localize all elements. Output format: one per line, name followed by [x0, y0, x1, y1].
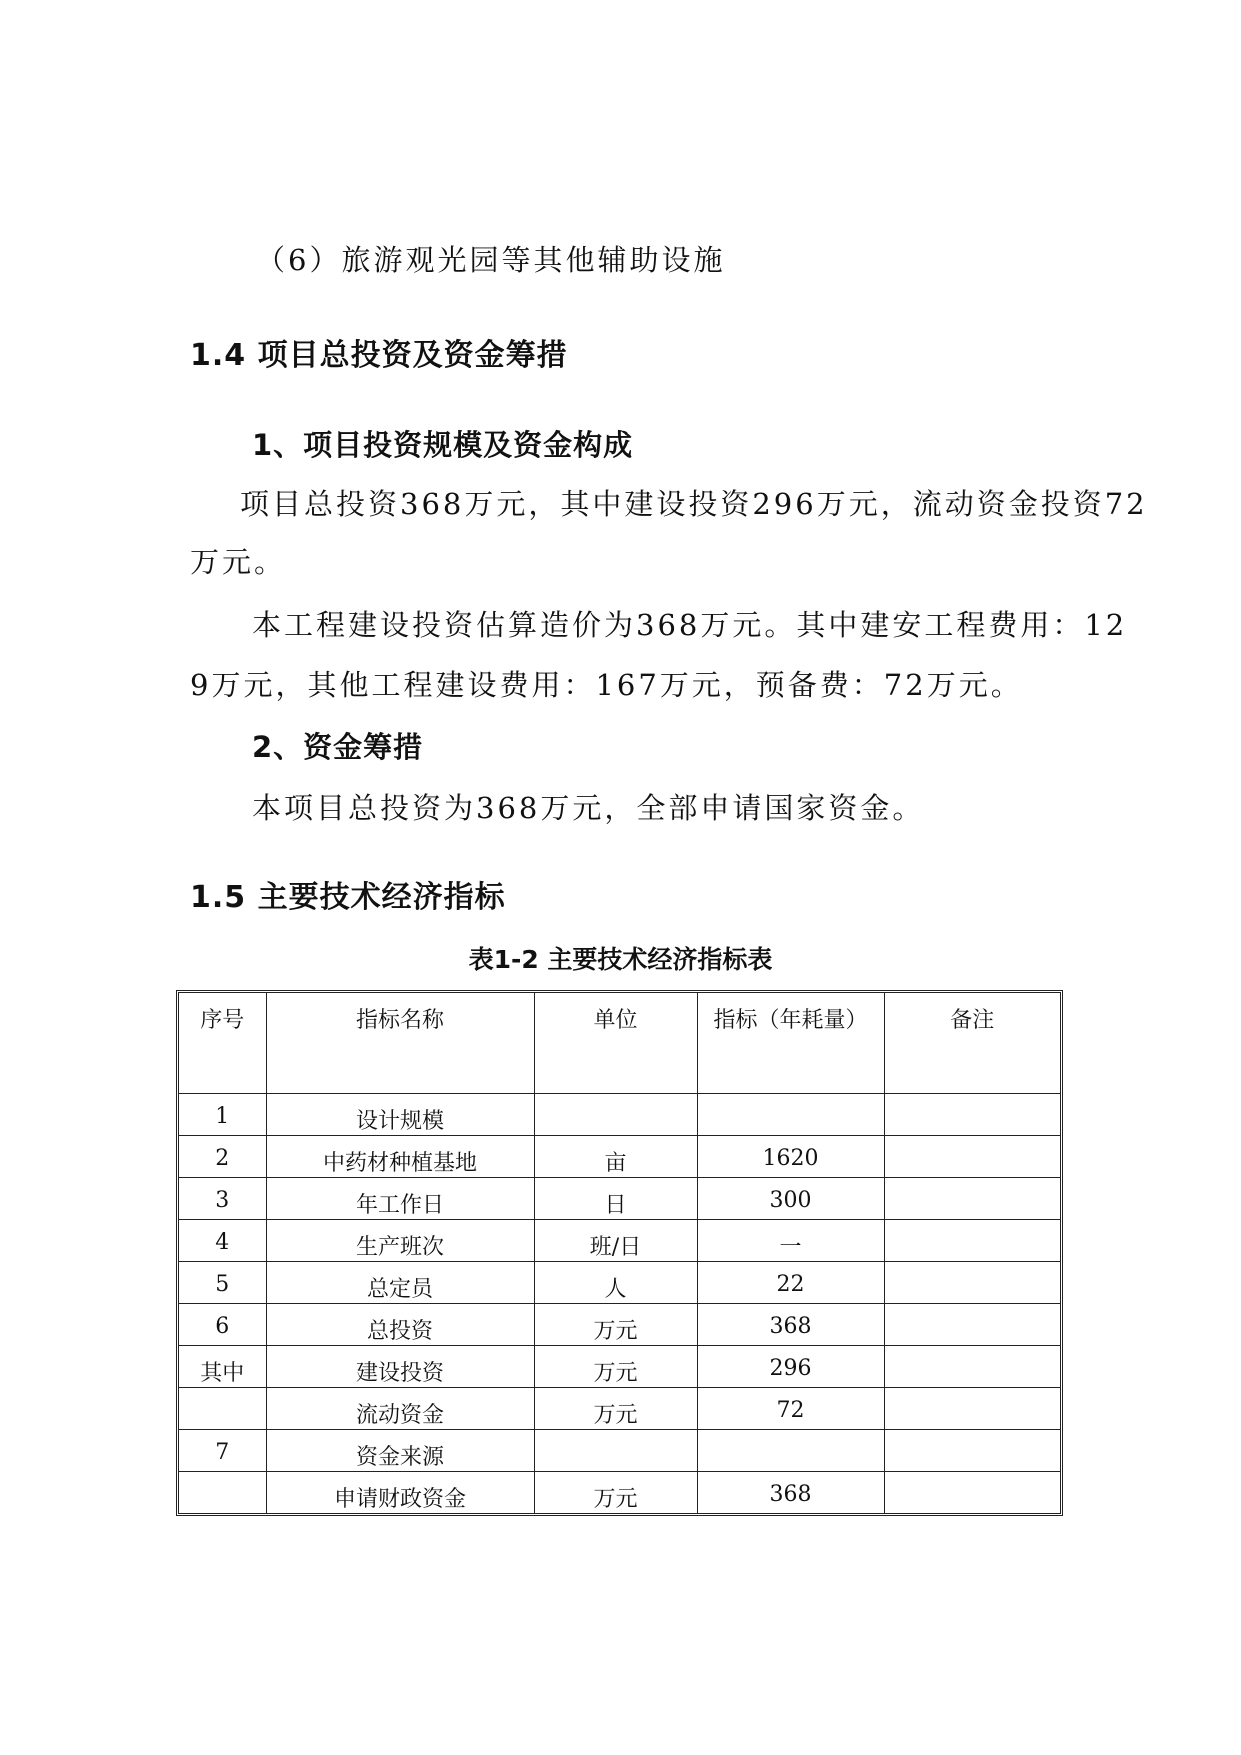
cell-unit: 日: [534, 1177, 697, 1219]
cell-value: [697, 1093, 884, 1135]
table-row: [179, 1177, 1060, 1219]
cell-index: 3: [179, 1177, 266, 1219]
subheading-fund-raising: 2、资金筹措: [252, 730, 424, 764]
table-caption: 表1-2 主要技术经济指标表: [468, 945, 773, 974]
cell-unit: 万元: [534, 1345, 697, 1387]
cell-unit: 班/日: [534, 1219, 697, 1261]
cell-remark: [884, 1219, 1060, 1261]
paragraph-fund-raising: 本项目总投资为368万元，全部申请国家资金。: [252, 791, 925, 825]
cell-remark: [884, 1135, 1060, 1177]
cell-index: [179, 1387, 266, 1429]
cell-unit: [534, 1429, 697, 1471]
cell-index: 其中: [179, 1345, 266, 1387]
cell-name: 总投资: [266, 1303, 534, 1345]
cell-value: 72: [697, 1387, 884, 1429]
table-row: [179, 1387, 1060, 1429]
cell-remark: [884, 1387, 1060, 1429]
cell-value: 一: [697, 1219, 884, 1261]
cell-value: 300: [697, 1177, 884, 1219]
cell-index: 4: [179, 1219, 266, 1261]
cell-remark: [884, 1303, 1060, 1345]
header-cell-name: 指标名称: [266, 993, 534, 1093]
cell-name: 资金来源: [266, 1429, 534, 1471]
header-cell-unit: 单位: [534, 993, 697, 1093]
section-heading-1-5: 1.5 主要技术经济指标: [190, 880, 506, 915]
cell-name: 中药材种植基地: [266, 1135, 534, 1177]
indicator-table: [176, 990, 1063, 1516]
table-row: [179, 1219, 1060, 1261]
cell-remark: [884, 1093, 1060, 1135]
cell-index: 1: [179, 1093, 266, 1135]
list-item-6: （6）旅游观光园等其他辅助设施: [256, 243, 726, 277]
cell-remark: [884, 1429, 1060, 1471]
cell-value: [697, 1429, 884, 1471]
table-row: [179, 1303, 1060, 1345]
cell-remark: [884, 1177, 1060, 1219]
header-cell-index: 序号: [179, 993, 266, 1093]
cell-index: 2: [179, 1135, 266, 1177]
table-row: [179, 1135, 1060, 1177]
cell-index: [179, 1471, 266, 1513]
header-cell-value: 指标（年耗量）: [697, 993, 884, 1093]
table-row: [179, 1471, 1060, 1513]
cell-unit: 万元: [534, 1387, 697, 1429]
cell-name: 建设投资: [266, 1345, 534, 1387]
cell-index: 7: [179, 1429, 266, 1471]
cell-value: 1620: [697, 1135, 884, 1177]
table-row: [179, 1429, 1060, 1471]
cell-name: 申请财政资金: [266, 1471, 534, 1513]
table-row: [179, 1345, 1060, 1387]
table-header-row: [179, 993, 1060, 1093]
section-heading-1-4: 1.4 项目总投资及资金筹措: [190, 338, 568, 373]
table-row: [179, 1261, 1060, 1303]
cell-remark: [884, 1261, 1060, 1303]
header-cell-remark: 备注: [884, 993, 1060, 1093]
cell-remark: [884, 1471, 1060, 1513]
cell-name: 设计规模: [266, 1093, 534, 1135]
cell-name: 年工作日: [266, 1177, 534, 1219]
cell-index: 5: [179, 1261, 266, 1303]
cell-value: 22: [697, 1261, 884, 1303]
cell-unit: [534, 1093, 697, 1135]
cell-name: 流动资金: [266, 1387, 534, 1429]
cell-name: 生产班次: [266, 1219, 534, 1261]
cell-value: 296: [697, 1345, 884, 1387]
cell-name: 总定员: [266, 1261, 534, 1303]
cell-remark: [884, 1345, 1060, 1387]
cell-unit: 万元: [534, 1471, 697, 1513]
table-row: [179, 1093, 1060, 1135]
paragraph-investment-line2: 万元。: [190, 545, 287, 579]
cell-value: 368: [697, 1303, 884, 1345]
paragraph-estimate-line2: 9万元，其他工程建设费用：167万元，预备费：72万元。: [190, 668, 1023, 702]
cell-index: 6: [179, 1303, 266, 1345]
cell-unit: 人: [534, 1261, 697, 1303]
paragraph-investment-line1: 项目总投资368万元，其中建设投资296万元，流动资金投资72: [240, 487, 1148, 521]
paragraph-estimate-line1: 本工程建设投资估算造价为368万元。其中建安工程费用：12: [252, 608, 1128, 642]
cell-value: 368: [697, 1471, 884, 1513]
cell-unit: 亩: [534, 1135, 697, 1177]
subheading-investment-scale: 1、项目投资规模及资金构成: [252, 428, 634, 462]
cell-unit: 万元: [534, 1303, 697, 1345]
